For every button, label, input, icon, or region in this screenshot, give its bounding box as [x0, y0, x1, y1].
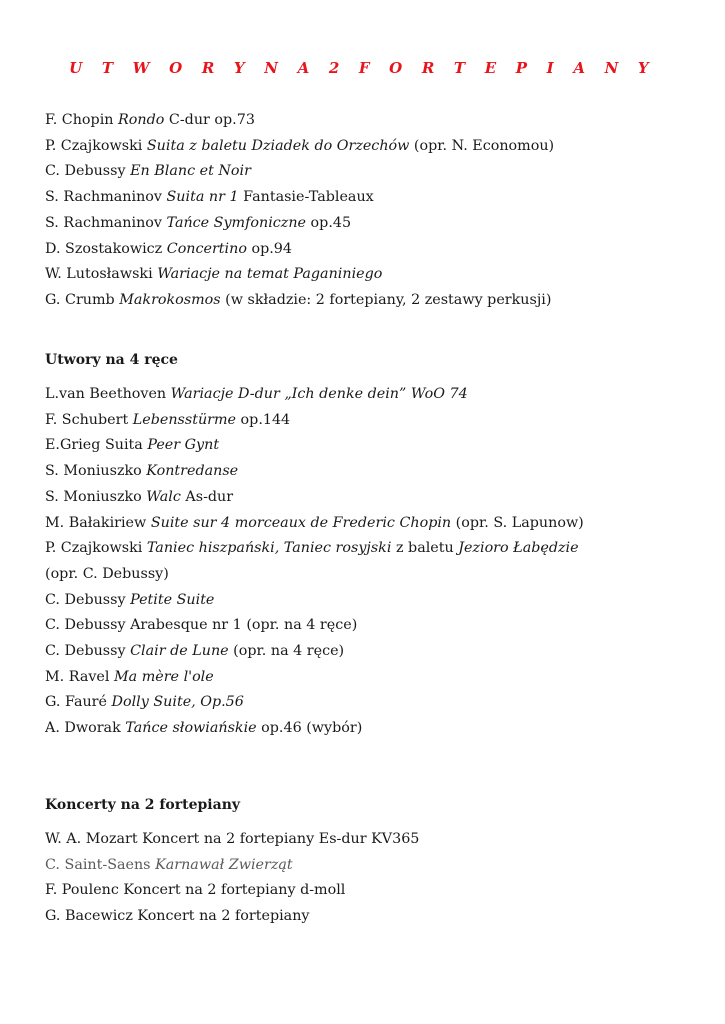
- list-item: [45, 382, 584, 408]
- list-item: [45, 288, 554, 314]
- work-title: Rondo: [118, 112, 165, 128]
- item-text: W. Lutosławski: [45, 266, 158, 283]
- four-hands-works-list: [45, 382, 584, 742]
- list-item: [45, 613, 584, 639]
- list-item: [45, 134, 554, 160]
- work-title: Lebensstürme: [132, 411, 237, 428]
- work-title: En Blanc et Noir: [130, 163, 251, 180]
- item-text: C. Debussy: [45, 643, 131, 660]
- list-item: [45, 588, 584, 614]
- work-title: Wariacje na temat Paganiniego: [157, 266, 383, 283]
- item-text: (opr. S. Lapunow): [451, 514, 584, 531]
- item-text: (opr. na 4 ręce): [228, 643, 345, 660]
- list-item: [45, 639, 584, 665]
- list-item: [45, 827, 419, 853]
- concertos-list: [45, 827, 419, 930]
- list-item: [45, 562, 584, 588]
- list-item: [45, 690, 584, 716]
- item-text: M. Bałakiriew: [45, 514, 151, 531]
- work-title: Jezioro Łabędzie: [458, 540, 579, 557]
- work-title: Makrokosmos: [119, 291, 221, 308]
- item-text: S. Rachmaninov: [45, 214, 167, 231]
- list-item: [45, 716, 584, 742]
- item-text: P. Czajkowski: [45, 137, 147, 154]
- list-item: [45, 211, 554, 237]
- four-hands-heading: Utwory na 4 ręce: [45, 352, 178, 368]
- item-text: (opr. C. Debussy): [45, 565, 169, 582]
- list-item: [45, 878, 419, 904]
- item-text: op.45: [306, 214, 352, 231]
- item-text: S. Moniuszko: [45, 463, 147, 480]
- list-item: [45, 185, 554, 211]
- list-item: [45, 459, 584, 485]
- item-text: A. Dworak: [45, 720, 126, 737]
- work-title: Concertino: [166, 240, 247, 257]
- list-item: [45, 853, 419, 879]
- work-title: Tańce Symfoniczne: [166, 214, 307, 231]
- item-text: W. A. Mozart Koncert na 2 fortepiany Es-dur KV365: [45, 831, 420, 847]
- work-title: Clair de Lune: [130, 643, 229, 660]
- work-title: Peer Gynt: [147, 437, 220, 454]
- work-title: Kontredanse: [146, 463, 239, 480]
- item-text: M. Ravel: [45, 668, 114, 685]
- item-text: S. Rachmaninov: [45, 189, 167, 206]
- item-text: z baletu: [391, 540, 459, 557]
- item-text: F. Chopin: [45, 112, 119, 128]
- two-piano-works-list: [45, 108, 554, 314]
- work-title: Suita nr 1: [166, 189, 239, 206]
- work-title: Taniec hiszpański, Taniec rosyjski: [146, 540, 392, 557]
- item-text: op.94: [246, 240, 292, 257]
- item-text: D. Szostakowicz: [45, 240, 167, 257]
- list-item: [45, 485, 584, 511]
- item-text: F. Schubert: [45, 411, 133, 428]
- item-text: op.46 (wybór): [256, 720, 363, 737]
- item-text: (opr. N. Economou): [409, 137, 555, 154]
- list-item: [45, 108, 554, 134]
- item-text: op.144: [236, 411, 291, 428]
- item-text: F. Poulenc Koncert na 2 fortepiany d-moll: [45, 882, 346, 899]
- item-text: G. Fauré: [45, 694, 112, 711]
- concertos-heading: Koncerty na 2 fortepiany: [45, 797, 241, 813]
- item-text: P. Czajkowski: [45, 540, 147, 557]
- item-text: C. Debussy Arabesque nr 1 (opr. na 4 ręce): [45, 617, 358, 634]
- item-text: C-dur op.73: [164, 112, 255, 128]
- item-text: (w składzie: 2 fortepiany, 2 zestawy perkusji): [220, 291, 552, 308]
- list-item: [45, 433, 584, 459]
- list-item: [45, 159, 554, 185]
- work-title: Ma mère l'ole: [114, 668, 214, 685]
- work-title: Suite sur 4 morceaux de Frederic Chopin: [150, 514, 452, 531]
- item-text: S. Moniuszko: [45, 488, 147, 505]
- item-text: C. Debussy: [45, 163, 131, 180]
- item-text: As-dur: [180, 488, 234, 505]
- work-title: Wariacje D-dur „Ich denke dein” WoO 74: [170, 386, 468, 402]
- list-item: [45, 237, 554, 263]
- list-item: [45, 904, 419, 930]
- item-text: G. Crumb: [45, 291, 120, 308]
- work-title: Walc: [146, 488, 181, 505]
- list-item: [45, 408, 584, 434]
- work-title: Petite Suite: [130, 591, 215, 608]
- item-text: E.Grieg Suita: [45, 437, 148, 454]
- list-item: [45, 262, 554, 288]
- list-item: [45, 511, 584, 537]
- item-text: C. Saint-Saens: [45, 856, 156, 873]
- work-title: Dolly Suite, Op.56: [111, 694, 244, 711]
- work-title: Tańce słowiańskie: [125, 720, 257, 737]
- work-title: Suita z baletu Dziadek do Orzechów: [146, 137, 410, 154]
- list-item: [45, 536, 584, 562]
- item-text: C. Debussy: [45, 591, 131, 608]
- item-text: L.van Beethoven: [45, 386, 171, 402]
- work-title: Karnawał Zwierząt: [155, 856, 293, 873]
- list-item: [45, 665, 584, 691]
- item-text: G. Bacewicz Koncert na 2 fortepiany: [45, 908, 310, 925]
- item-text: Fantasie-Tableaux: [238, 189, 374, 206]
- page-title: U T W O R Y N A 2 F O R T E P I A N Y: [69, 59, 656, 77]
